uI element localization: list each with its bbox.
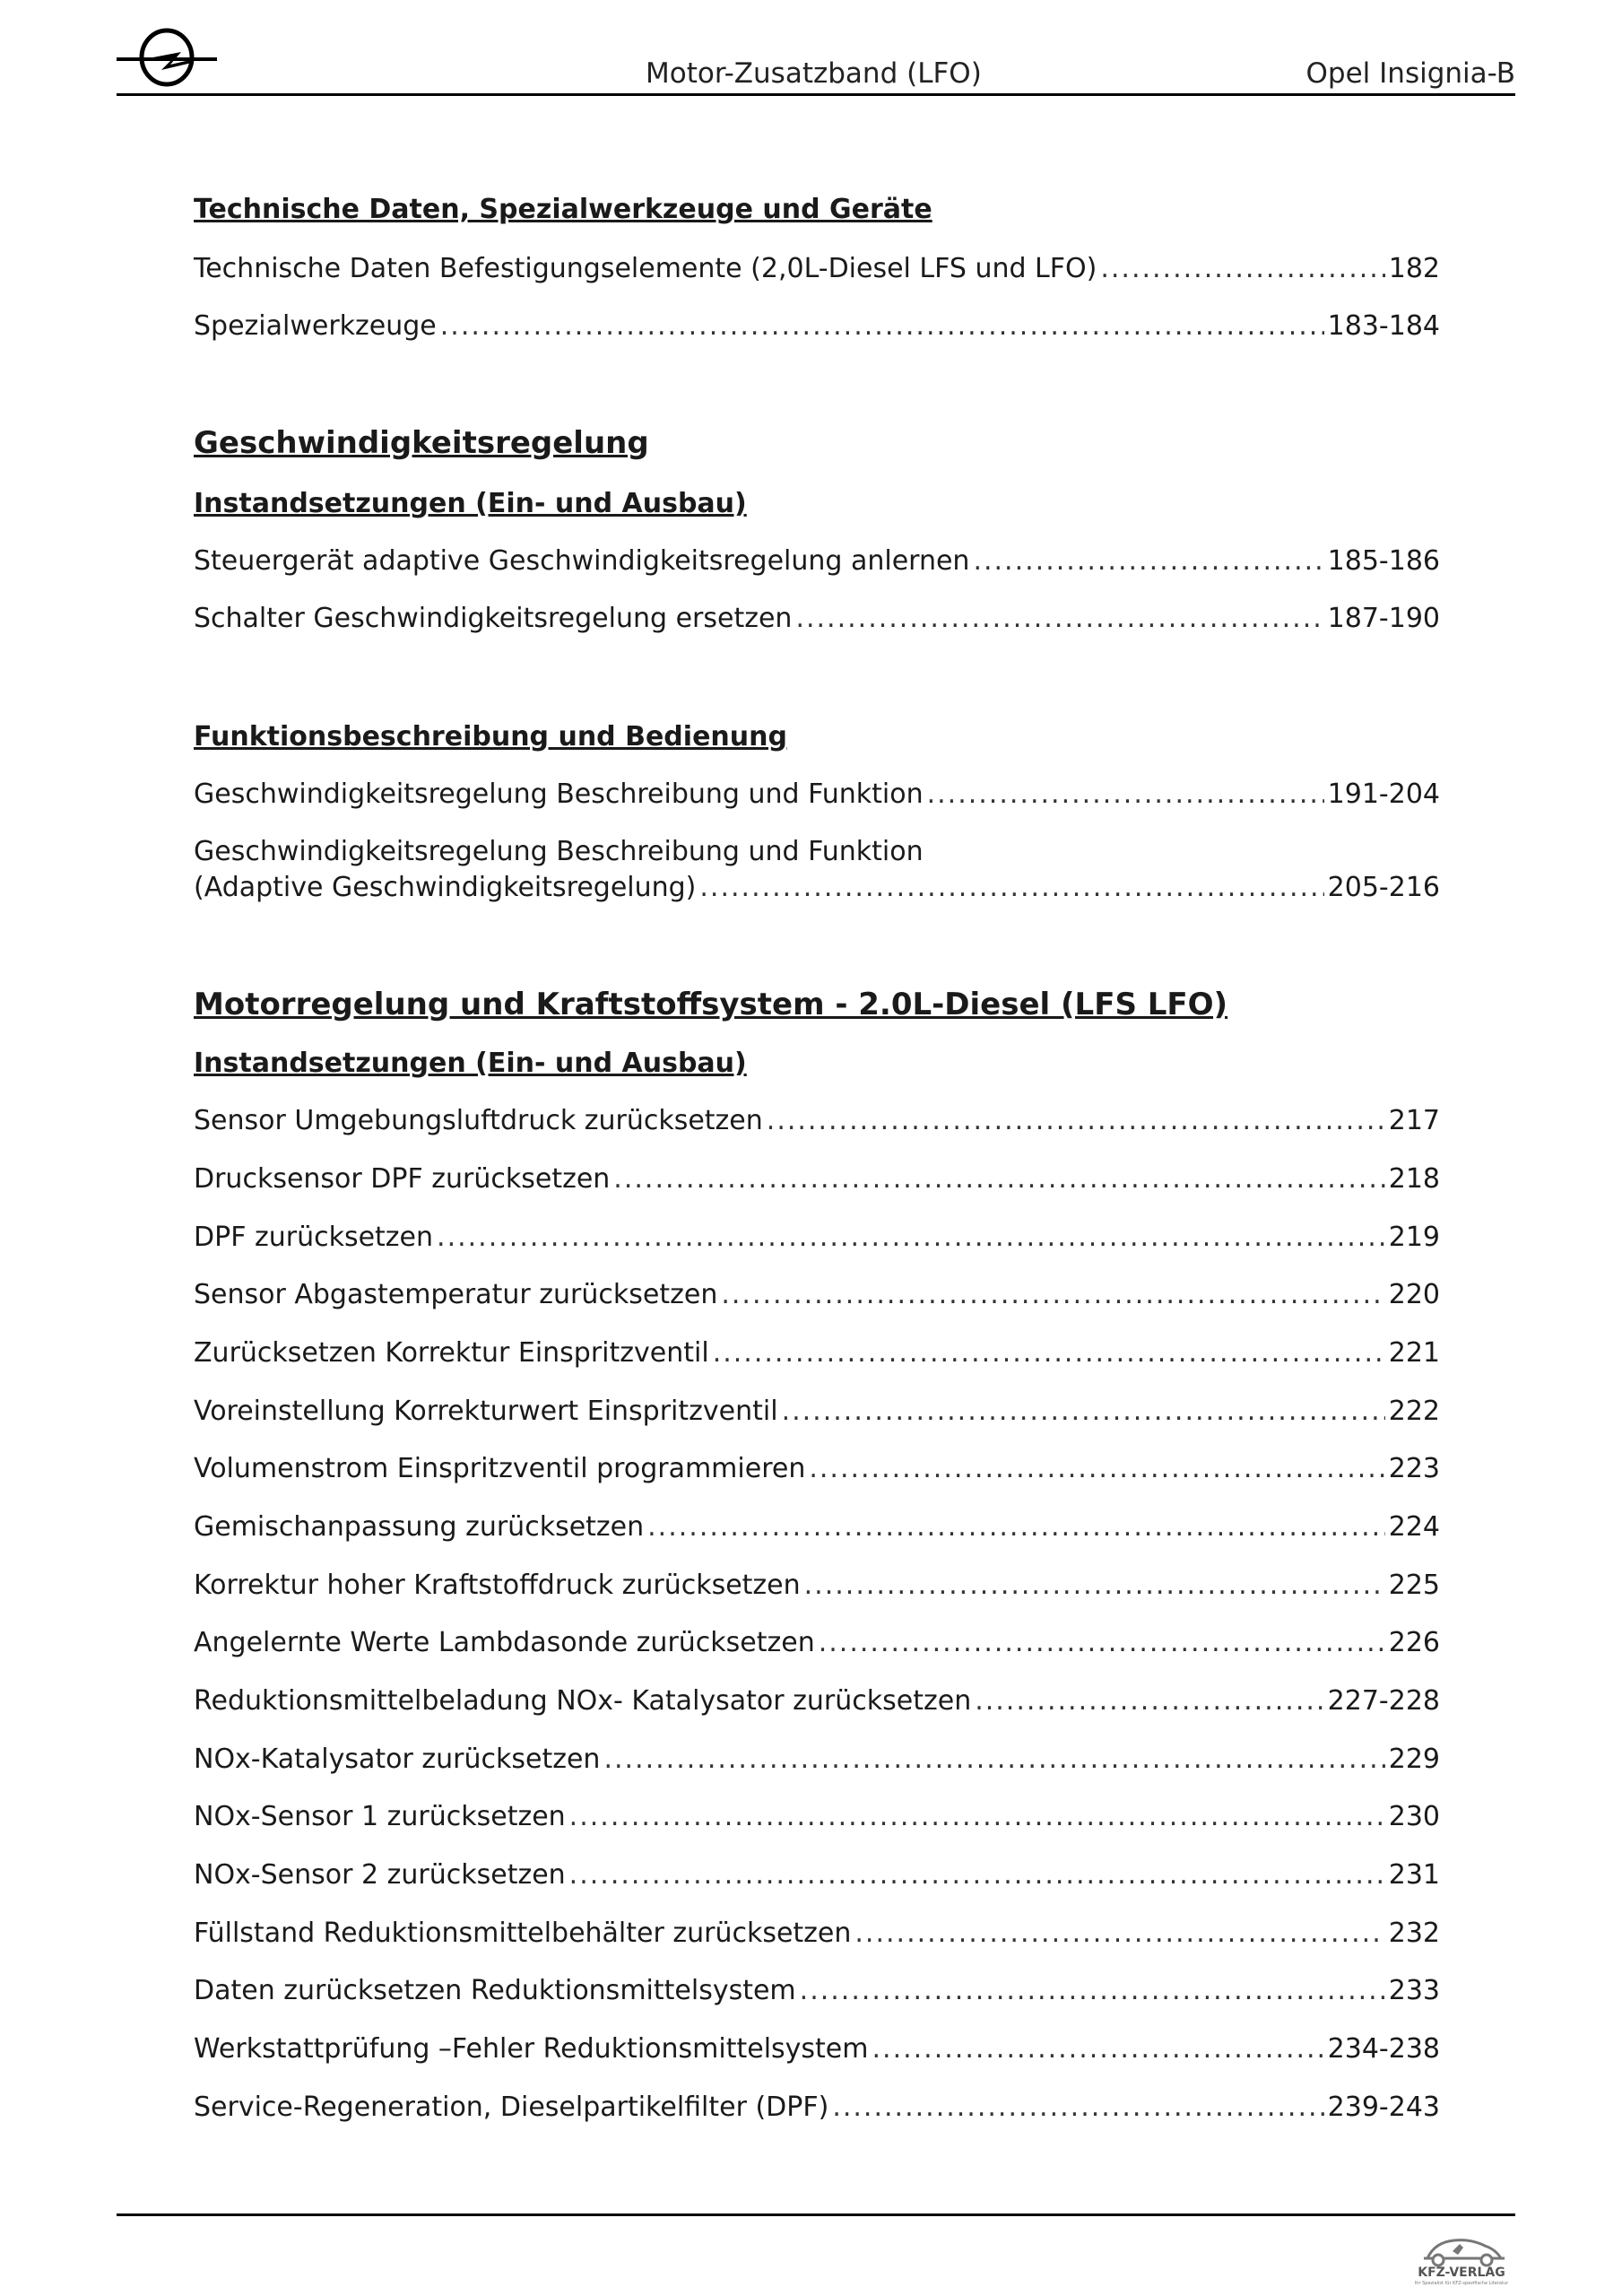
kfz-verlag-logo-icon xyxy=(1408,2222,1515,2287)
toc-entry-page: 222 xyxy=(1388,1396,1440,1427)
document-title: Motor-Zusatzband (LFO) xyxy=(646,57,982,90)
leader-dots xyxy=(603,1742,1384,1778)
toc-entry-title: NOx-Sensor 2 zurücksetzen xyxy=(194,1859,566,1891)
kfz-verlag-logo-tagline: Ihr Spezialist für KFZ-spezifische Literatur xyxy=(1414,2281,1509,2286)
toc-entry-title: Sensor Umgebungsluftdruck zurücksetzen xyxy=(194,1105,763,1136)
leader-dots xyxy=(927,777,1324,813)
toc-entry-page: 221 xyxy=(1388,1337,1440,1369)
toc-entry-page: 182 xyxy=(1388,253,1440,284)
leader-dots xyxy=(440,309,1324,344)
leader-dots xyxy=(569,1799,1385,1835)
opel-logo-icon xyxy=(117,25,217,90)
section-heading-instandsetzungen: Instandsetzungen (Ein- und Ausbau) xyxy=(194,1048,747,1079)
toc-entry-page: 205-216 xyxy=(1327,872,1440,903)
chapter-heading-geschwindigkeitsregelung: Geschwindigkeitsregelung xyxy=(194,425,649,461)
toc-entry-title: Sensor Abgastemperatur zurücksetzen xyxy=(194,1279,718,1310)
leader-dots xyxy=(699,870,1323,906)
section-heading-instandsetzungen: Instandsetzungen (Ein- und Ausbau) xyxy=(194,488,747,519)
toc-entry-title: Spezialwerkzeuge xyxy=(194,310,437,342)
toc-entry-page: 227-228 xyxy=(1327,1685,1440,1717)
toc-entry[interactable] xyxy=(194,1161,1440,1197)
toc-entry-title: Volumenstrom Einspritzventil programmieren xyxy=(194,1453,806,1484)
leader-dots xyxy=(795,601,1323,637)
toc-entry-title: DPF zurücksetzen xyxy=(194,1222,434,1253)
toc-entry[interactable] xyxy=(194,1509,1440,1545)
toc-entry-title: Daten zurücksetzen Reduktionsmittelsystem xyxy=(194,1975,796,2006)
toc-entry-title: Voreinstellung Korrekturwert Einspritzventil xyxy=(194,1396,778,1427)
toc-entry-page: 219 xyxy=(1388,1222,1440,1253)
leader-dots xyxy=(721,1277,1384,1313)
leader-dots xyxy=(647,1509,1385,1545)
toc-entry-page: 232 xyxy=(1388,1918,1440,1949)
vehicle-model: Opel Insignia-B xyxy=(1305,57,1515,90)
toc-entry-title: Geschwindigkeitsregelung Beschreibung und Funktion xyxy=(194,778,924,810)
toc-entry[interactable] xyxy=(194,2031,1440,2067)
leader-dots xyxy=(767,1103,1385,1139)
chapter-heading-motorregelung: Motorregelung und Kraftstoffsystem - 2.0L-Diesel (LFS LFO) xyxy=(194,987,1228,1022)
toc-entry[interactable] xyxy=(194,2090,1440,2126)
toc-entry[interactable] xyxy=(194,1568,1440,1604)
toc-entry[interactable] xyxy=(194,1799,1440,1835)
toc-entry[interactable] xyxy=(194,777,1440,813)
toc-entry[interactable] xyxy=(194,1916,1440,1952)
toc-entry-title: Werkstattprüfung –Fehler Reduktionsmittelsystem xyxy=(194,2033,869,2065)
leader-dots xyxy=(804,1568,1385,1604)
kfz-verlag-logo-text: KFZ-VERLAG xyxy=(1418,2266,1505,2280)
toc-entry-page: 233 xyxy=(1388,1975,1440,2006)
toc-entry-page: 230 xyxy=(1388,1801,1440,1832)
toc-entry[interactable] xyxy=(194,1394,1440,1430)
toc-entry-title: Schalter Geschwindigkeitsregelung ersetzen xyxy=(194,603,793,634)
toc-entry-title: Gemischanpassung zurücksetzen xyxy=(194,1511,645,1543)
leader-dots xyxy=(569,1857,1385,1893)
leader-dots xyxy=(819,1625,1385,1661)
toc-entry[interactable] xyxy=(194,1220,1440,1256)
toc-entry[interactable] xyxy=(194,1103,1440,1139)
toc-entry-page: 226 xyxy=(1388,1627,1440,1658)
toc-entry[interactable] xyxy=(194,1742,1440,1778)
toc-entry-title: Technische Daten Befestigungselemente (2,0L-Diesel LFS und LFO) xyxy=(194,253,1097,284)
leader-dots xyxy=(1100,251,1384,287)
toc-entry-page: 187-190 xyxy=(1327,603,1440,634)
leader-dots xyxy=(613,1161,1384,1197)
footer-divider xyxy=(117,2213,1515,2216)
toc-entry-title: Drucksensor DPF zurücksetzen xyxy=(194,1163,611,1195)
toc-entry[interactable] xyxy=(194,544,1440,579)
toc-entry-page: 185-186 xyxy=(1327,545,1440,577)
toc-entry-title: (Adaptive Geschwindigkeitsregelung) xyxy=(194,872,697,903)
section-heading-funktionsbeschreibung: Funktionsbeschreibung und Bedienung xyxy=(194,721,787,752)
leader-dots xyxy=(832,2090,1323,2126)
toc-entry-title: Reduktionsmittelbeladung NOx- Katalysator zurücksetzen xyxy=(194,1685,972,1717)
leader-dots xyxy=(973,544,1323,579)
toc-entry[interactable] xyxy=(194,251,1440,287)
toc-entry[interactable] xyxy=(194,1451,1440,1487)
toc-entry-page: 225 xyxy=(1388,1570,1440,1601)
toc-entry-page: 217 xyxy=(1388,1105,1440,1136)
section-heading-technische-daten: Technische Daten, Spezialwerkzeuge und Geräte xyxy=(194,194,932,225)
toc-entry-page: 229 xyxy=(1388,1744,1440,1775)
toc-entry-title: Korrektur hoher Kraftstoffdruck zurücksetzen xyxy=(194,1570,801,1601)
toc-entry-title: Steuergerät adaptive Geschwindigkeitsregelung anlernen xyxy=(194,545,970,577)
leader-dots xyxy=(713,1335,1385,1371)
toc-entry[interactable] xyxy=(194,601,1440,637)
toc-entry-page: 234-238 xyxy=(1327,2033,1440,2065)
leader-dots xyxy=(854,1916,1384,1952)
toc-entry-page: 224 xyxy=(1388,1511,1440,1543)
toc-entry-page: 220 xyxy=(1388,1279,1440,1310)
toc-entry-title-line1: Geschwindigkeitsregelung Beschreibung und Funktion xyxy=(194,836,924,867)
toc-entry-page: 231 xyxy=(1388,1859,1440,1891)
leader-dots xyxy=(975,1683,1323,1719)
toc-entry[interactable] xyxy=(194,1625,1440,1661)
toc-entry[interactable] xyxy=(194,834,1440,906)
header-divider xyxy=(117,93,1515,96)
toc-entry-title: Füllstand Reduktionsmittelbehälter zurücksetzen xyxy=(194,1918,852,1949)
toc-entry-page: 218 xyxy=(1388,1163,1440,1195)
toc-entry[interactable] xyxy=(194,309,1440,344)
toc-entry-title: Zurücksetzen Korrektur Einspritzventil xyxy=(194,1337,709,1369)
toc-entry-title: NOx-Katalysator zurücksetzen xyxy=(194,1744,601,1775)
leader-dots xyxy=(872,2031,1324,2067)
page-header xyxy=(117,0,1515,97)
leader-dots xyxy=(782,1394,1385,1430)
toc-entry-title: NOx-Sensor 1 zurücksetzen xyxy=(194,1801,566,1832)
toc-entry-title: Service-Regeneration, Dieselpartikelfilter (DPF) xyxy=(194,2092,829,2123)
leader-dots xyxy=(800,1973,1385,2009)
toc-entry[interactable] xyxy=(194,1335,1440,1371)
toc-entry[interactable] xyxy=(194,1277,1440,1313)
leader-dots xyxy=(437,1220,1385,1256)
leader-dots xyxy=(809,1451,1384,1487)
toc-entry-title: Angelernte Werte Lambdasonde zurücksetzen xyxy=(194,1627,815,1658)
toc-entry[interactable] xyxy=(194,1973,1440,2009)
toc-entry-page: 191-204 xyxy=(1327,778,1440,810)
toc-entry[interactable] xyxy=(194,1857,1440,1893)
toc-entry[interactable] xyxy=(194,1683,1440,1719)
toc-entry-page: 223 xyxy=(1388,1453,1440,1484)
toc-entry-page: 239-243 xyxy=(1327,2092,1440,2123)
toc-entry-page: 183-184 xyxy=(1327,310,1440,342)
